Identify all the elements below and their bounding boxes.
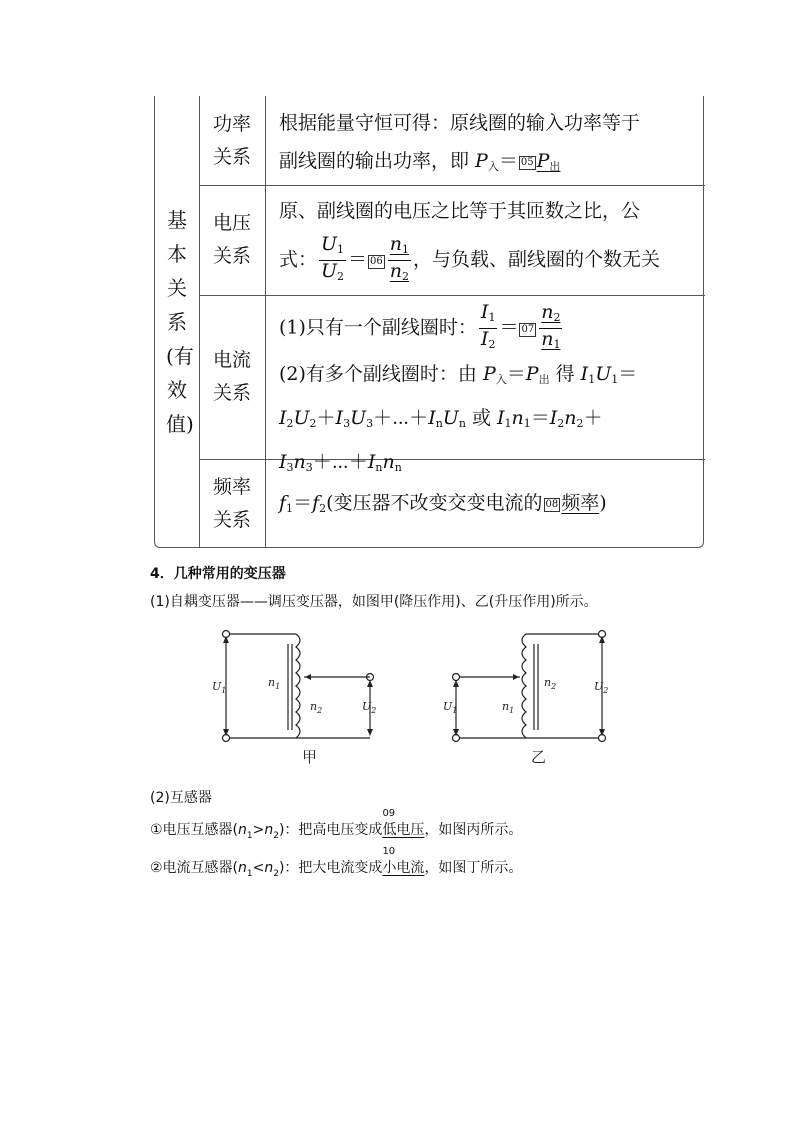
cat-current: 电流关系: [212, 349, 251, 404]
svg-text:U1: $U_1$: [212, 680, 227, 695]
figure-label-left: 甲: [302, 748, 318, 766]
svg-text:n1: $n_1$: [502, 700, 515, 715]
section4-item3: ①电压互感器$(n_1>n_2)$：把高电压变成 09 低电压，如图丙所示。: [150, 808, 523, 841]
svg-text:U2: $U_2$: [594, 680, 609, 695]
figure-label-right: 乙: [531, 748, 547, 766]
svg-text:n2: $n_2$: [544, 676, 557, 691]
section4-item2: (2)互感器: [150, 790, 212, 806]
group-label: 基本关系(有效值): [166, 208, 194, 436]
desc-power: 根据能量守恒可得：原线圈的输入功率等于 副线圈的输出功率，即 $P_入= 05$ $P_出$: [279, 112, 641, 173]
section4-item1: (1)自耦变压器——调压变压器，如图甲(降压作用)、乙(升压作用)所示。: [150, 594, 598, 610]
cat-power: 功率关系: [212, 112, 251, 168]
svg-text:U1: $U_1$: [443, 700, 458, 715]
section4-title: 4．几种常用的变压器: [150, 566, 286, 582]
svg-text:n1: $n_1$: [268, 676, 281, 691]
section4-item4: ②电流互感器$(n_1<n_2)$：把大电流变成 10 小电流，如图丁所示。: [150, 846, 523, 879]
desc-frequency: $f_1=f_2$(变压器不改变交变电流的 08 频率): [279, 492, 607, 515]
desc-current: (1)只有一个副线圈时： $\frac{I_1}{I_2}$ ＝ 07 $\frac{n_2}{n_1}$ (2)有多个副线圈时：由 $P_入=P_出$ 得 $I_1U_1=$ $I_2U_2+I_3U_3+\cdots+I_nU_n$ 或 $I_1n_1=I_2n_2+$ $I_3n_3+\cdots+I_nn_n$: [279, 301, 638, 474]
svg-text:U2: $U_2$: [362, 700, 377, 715]
cat-voltage: 电压关系: [212, 212, 251, 267]
svg-text:n2: $n_2$: [310, 700, 323, 715]
autotransformer-figure: [206, 618, 620, 770]
relations-table: [154, 96, 704, 548]
cat-frequency: 频率关系: [212, 475, 251, 531]
desc-voltage: 原、副线圈的电压之比等于其匝数之比，公 式： $\frac{U_1}{U_2}$ ＝ 06 $\frac{n_1}{n_2}$ ，与负载、副线圈的个数无关: [279, 200, 661, 283]
